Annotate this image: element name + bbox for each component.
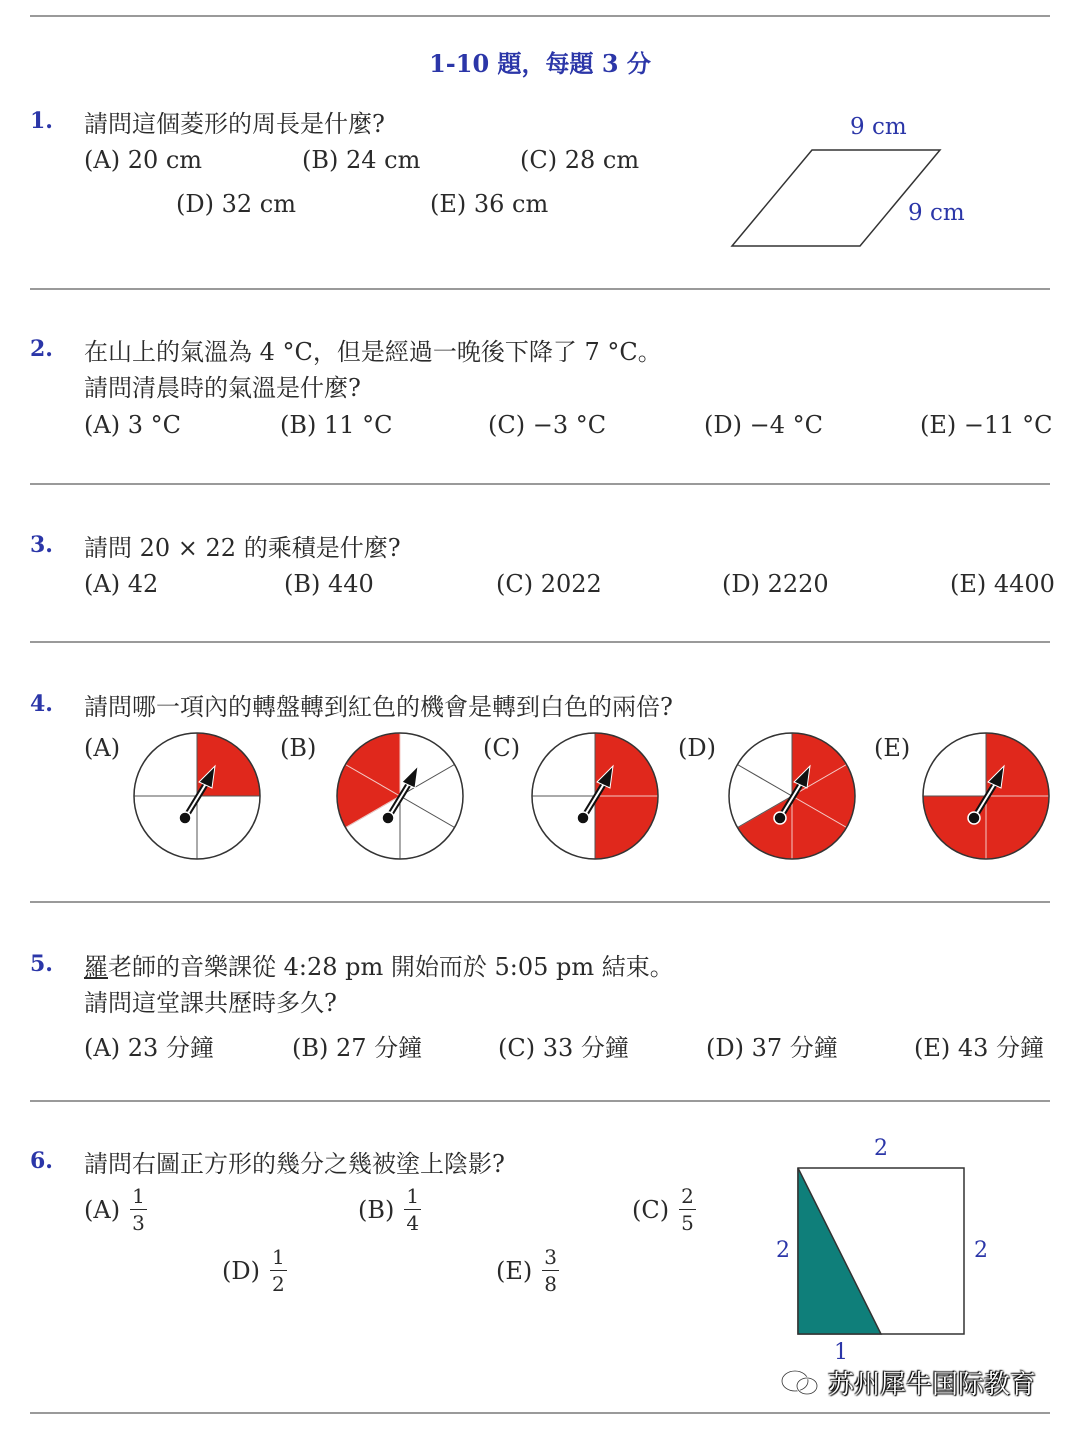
arrow-hub [577, 812, 589, 824]
numerator: 3 [544, 1245, 557, 1269]
option-a[interactable] [84, 1186, 147, 1233]
option-a[interactable]: (A) 23 分鐘 [84, 1034, 214, 1062]
question-text: 請問哪一項內的轉盤轉到紅色的機會是轉到白色的兩倍? [84, 693, 673, 721]
option-c[interactable]: (C) −3 °C [488, 411, 607, 439]
divider [30, 1412, 1050, 1414]
option-e[interactable]: (E) 36 cm [430, 190, 549, 218]
red-sector [595, 796, 658, 859]
fraction [130, 1186, 147, 1233]
option-d[interactable]: (D) 2220 [722, 570, 829, 598]
numerator: 2 [681, 1184, 694, 1208]
question-number: 2. [30, 336, 53, 362]
arrow-hub [382, 812, 394, 824]
option-a[interactable]: (A) 20 cm [84, 146, 203, 174]
red-sector [923, 796, 986, 859]
option-b[interactable]: (B) [280, 734, 317, 762]
option-b[interactable]: (B) 11 °C [280, 411, 393, 439]
option-e[interactable]: (E) −11 °C [920, 411, 1053, 439]
divider [30, 15, 1050, 17]
question-text-line-1 [84, 947, 674, 982]
divider [30, 288, 1050, 290]
option-label: (E) [496, 1256, 533, 1285]
divider [30, 641, 1050, 643]
spinner-e [923, 733, 1049, 859]
option-c[interactable]: (C) [483, 734, 521, 762]
question-number: 6. [30, 1148, 53, 1174]
option-label: (D) [222, 1256, 260, 1285]
question-text: 請問 20 × 22 的乘積是什麼? [84, 534, 401, 562]
watermark [780, 1364, 1036, 1401]
option-d[interactable]: (D) 32 cm [176, 190, 296, 218]
rhombus-shape [732, 150, 940, 246]
question-text-line-2: 請問這堂課共歷時多久? [84, 989, 337, 1017]
underlined-name: 羅 [84, 953, 108, 981]
question-text: 請問這個菱形的周長是什麼? [84, 110, 385, 138]
white-sector [532, 733, 595, 796]
option-label: (A) [84, 1195, 121, 1224]
option-a[interactable]: (A) [84, 734, 121, 762]
option-c[interactable]: (C) 2022 [496, 570, 602, 598]
white-sector [532, 796, 595, 859]
section-header: 1-10 題，每題 3 分 [429, 49, 651, 78]
numerator: 1 [406, 1184, 420, 1208]
numerator: 1 [271, 1245, 285, 1269]
option-e[interactable]: (E) 43 分鐘 [914, 1034, 1045, 1062]
square-top-label: 2 [874, 1136, 888, 1161]
option-b[interactable]: (B) 440 [284, 570, 374, 598]
arrow-hub [179, 812, 191, 824]
option-e[interactable] [496, 1247, 559, 1294]
denominator: 2 [271, 1272, 285, 1296]
rhombus-top-label: 9 cm [850, 114, 907, 140]
red-sector [986, 796, 1049, 859]
option-label: (C) [632, 1195, 670, 1224]
option-label: (B) [358, 1195, 395, 1224]
square-bottom-label: 1 [834, 1340, 848, 1365]
question-number: 5. [30, 951, 53, 977]
question-number: 3. [30, 532, 53, 558]
option-c[interactable]: (C) 28 cm [520, 146, 640, 174]
option-b[interactable] [358, 1186, 421, 1233]
square-left-label: 2 [776, 1238, 790, 1263]
option-c[interactable] [632, 1186, 696, 1233]
shaded-triangle [798, 1168, 881, 1334]
option-a[interactable]: (A) 3 °C [84, 411, 181, 439]
numerator: 1 [132, 1184, 145, 1208]
option-d[interactable]: (D) 37 分鐘 [706, 1034, 838, 1062]
option-d[interactable] [222, 1247, 287, 1294]
denominator: 4 [406, 1211, 420, 1235]
square-figure [790, 1160, 980, 1350]
spinner-a [134, 733, 260, 859]
white-sector [134, 733, 197, 796]
denominator: 3 [132, 1211, 145, 1235]
option-e[interactable]: (E) [874, 734, 911, 762]
option-a[interactable]: (A) 42 [84, 570, 159, 598]
option-b[interactable]: (B) 24 cm [302, 146, 421, 174]
white-sector [134, 796, 197, 859]
spinner-d [729, 733, 855, 859]
arrow-hub [968, 812, 980, 824]
option-e[interactable]: (E) 4400 [950, 570, 1055, 598]
spinner-b [337, 733, 463, 859]
option-d[interactable]: (D) [678, 734, 716, 762]
divider [30, 1100, 1050, 1102]
fraction [270, 1247, 287, 1294]
denominator: 5 [681, 1211, 694, 1235]
question-text: 請問右圖正方形的幾分之幾被塗上陰影? [84, 1150, 505, 1178]
divider [30, 483, 1050, 485]
fraction [404, 1186, 421, 1233]
option-b[interactable]: (B) 27 分鐘 [292, 1034, 423, 1062]
white-sector [197, 796, 260, 859]
spinner-c [532, 733, 658, 859]
question-text-line-2: 請問清晨時的氣溫是什麼? [84, 374, 361, 402]
option-c[interactable]: (C) 33 分鐘 [498, 1034, 629, 1062]
fraction [679, 1186, 696, 1233]
watermark-text: 苏州犀牛国际教育 [828, 1370, 1037, 1400]
wechat-icon [780, 1368, 820, 1398]
question-number: 1. [30, 108, 53, 134]
option-d[interactable]: (D) −4 °C [704, 411, 823, 439]
fraction [542, 1247, 559, 1294]
spinners-figure [0, 700, 1080, 890]
divider [30, 901, 1050, 903]
square-right-label: 2 [974, 1238, 988, 1263]
question-text-line-1: 在山上的氣溫為 4 °C，但是經過一晚後下降了 7 °C。 [84, 338, 662, 366]
denominator: 8 [544, 1272, 557, 1296]
question-number: 4. [30, 691, 53, 717]
white-sector [923, 733, 986, 796]
question-text-rest: 老師的音樂課從 4:28 pm 開始而於 5:05 pm 結束。 [108, 953, 674, 981]
arrow-hub [774, 812, 786, 824]
rhombus-side-label: 9 cm [908, 200, 965, 226]
